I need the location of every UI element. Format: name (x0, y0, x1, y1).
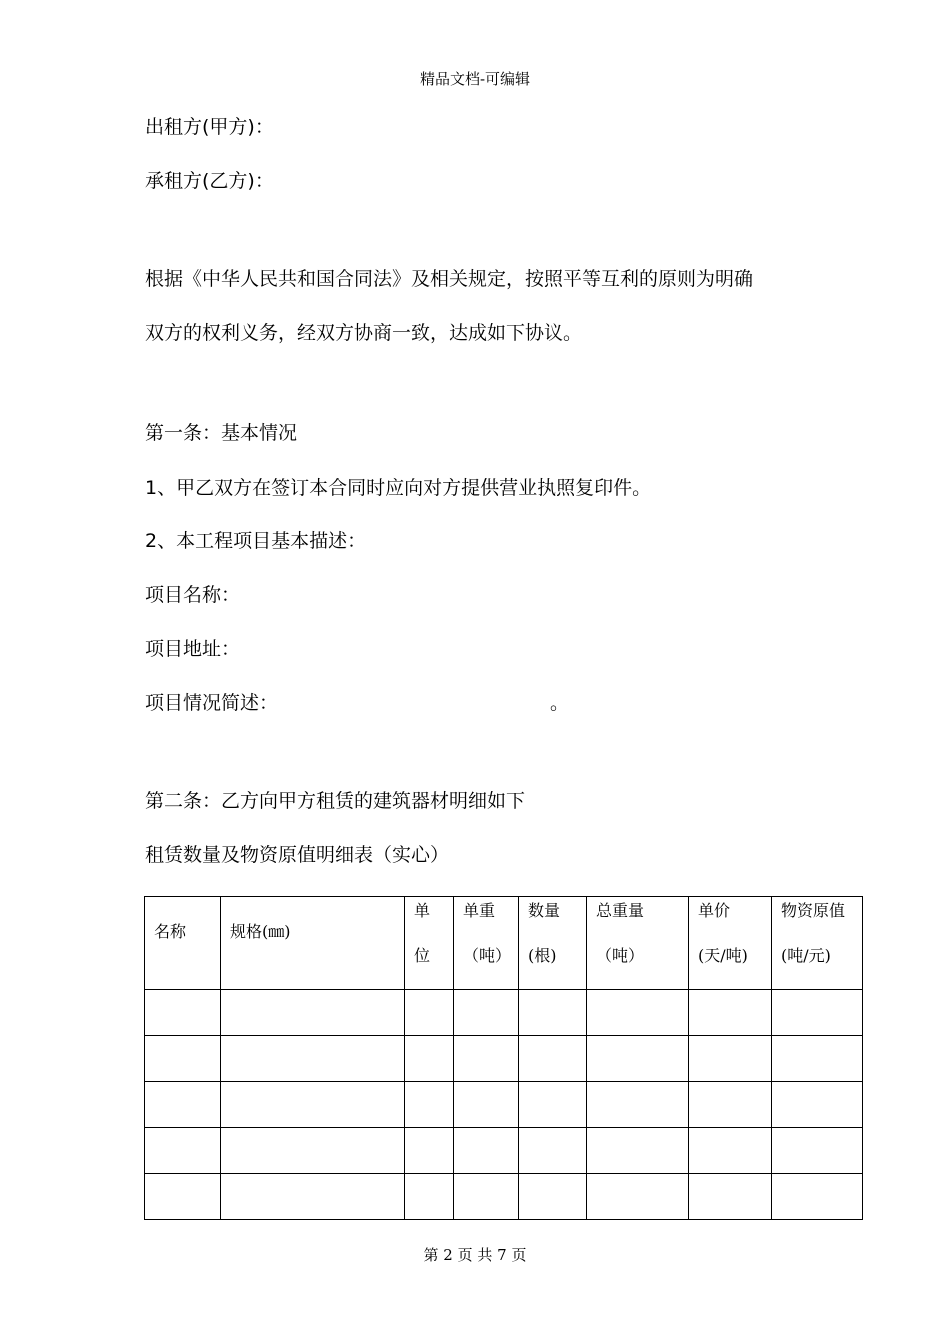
table-row (145, 1174, 863, 1220)
table-row (145, 1082, 863, 1128)
header-unit: 单 位 (405, 897, 454, 990)
page-footer: 第 2 页 共 7 页 (423, 1246, 527, 1264)
preamble-line-2: 双方的权利义务，经双方协商一致，达成如下协议。 (145, 322, 583, 344)
article-1-title: 第一条：基本情况 (145, 422, 298, 444)
header-original-value: 物资原值 (吨/元) (772, 897, 863, 990)
header-name: 名称 (145, 897, 221, 990)
project-address-label: 项目地址： (145, 638, 241, 660)
project-summary-label: 项目情况简述： (145, 692, 279, 714)
table-header-row (145, 897, 863, 990)
table-row (145, 1128, 863, 1174)
preamble-line-1: 根据《中华人民共和国合同法》及相关规定，按照平等互利的原则为明确 (145, 268, 754, 290)
header-total-weight: 总重量 （吨） (587, 897, 689, 990)
header-quantity: 数量 (根) (519, 897, 587, 990)
rental-materials-table (144, 896, 863, 1220)
table-row (145, 990, 863, 1036)
lessee-label: 承租方(乙方)： (145, 170, 274, 192)
project-name-label: 项目名称： (145, 584, 241, 606)
article-1-item-1: 1、甲乙双方在签订本合同时应向对方提供营业执照复印件。 (145, 477, 652, 499)
article-2-title: 第二条：乙方向甲方租赁的建筑器材明细如下 (145, 790, 526, 812)
header-unit-weight: 单重 （吨） (454, 897, 519, 990)
table-row (145, 1036, 863, 1082)
article-1-item-2: 2、本工程项目基本描述： (145, 530, 367, 552)
table-title: 租赁数量及物资原值明细表（实心） (145, 844, 450, 866)
lessor-label: 出租方(甲方)： (145, 116, 274, 138)
page-header: 精品文档-可编辑 (419, 70, 531, 88)
project-summary-end: 。 (550, 692, 570, 714)
header-spec: 规格(㎜) (221, 897, 405, 990)
header-unit-price: 单价 (天/吨) (689, 897, 772, 990)
